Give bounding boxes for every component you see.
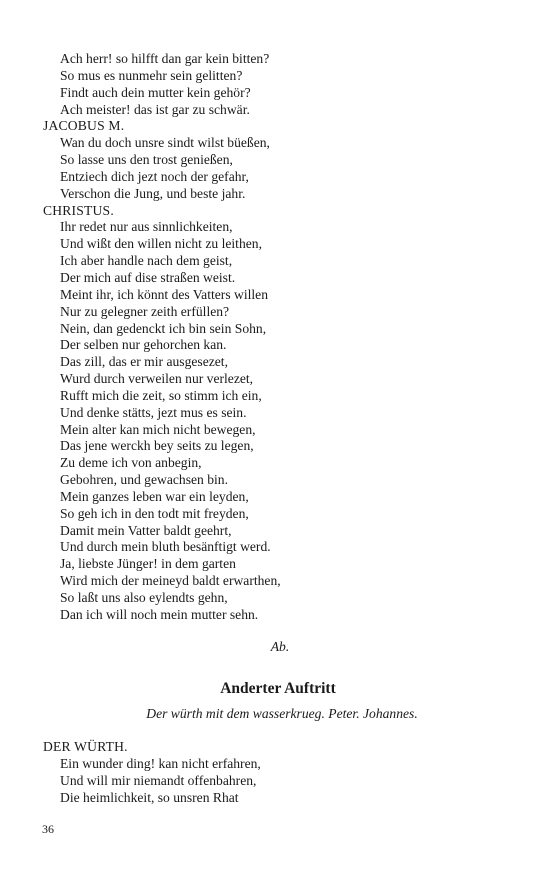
block1-verse-line: Meint ihr, ich könnt des Vatters willen: [60, 286, 268, 302]
block2-verse-line: Und will mir niemandt offenbahren,: [60, 772, 257, 788]
block1-verse-line: Nur zu gelegner zeith erfüllen?: [60, 303, 230, 319]
block1-verse-line: Findt auch dein mutter kein gehör?: [60, 84, 251, 100]
block1-speaker-name: JACOBUS M.: [43, 118, 125, 134]
block1-verse-line: Nein, dan gedenckt ich bin sein Sohn,: [60, 320, 267, 336]
block1-verse-line: Ihr redet nur aus sinnlichkeiten,: [60, 219, 233, 235]
block1-verse-line: Verschon die Jung, und beste jahr.: [60, 185, 246, 201]
block1-verse-line: Der mich auf dise straßen weist.: [60, 269, 236, 285]
verse-block-2: [0, 739, 550, 806]
block1-verse-line: Entziech dich jezt noch der gefahr,: [60, 168, 249, 184]
verse-block-1: [0, 51, 550, 624]
block1-verse-line: Wan du doch unsre sindt wilst büeßen,: [60, 135, 270, 151]
block1-verse-line: Zu deme ich von anbegin,: [60, 455, 202, 471]
block2-verse-line: Ein wunder ding! kan nicht erfahren,: [60, 755, 261, 771]
block1-speaker-name: CHRISTUS.: [43, 202, 114, 218]
block1-verse-line: So mus es nunmehr sein gelitten?: [60, 67, 243, 83]
block1-verse-line: Und durch mein bluth besänftigt werd.: [60, 539, 271, 555]
block1-verse-line: Und wißt den willen nicht zu leithen,: [60, 236, 262, 252]
block2-verse-line: Die heimlichkeit, so unsren Rhat: [60, 789, 239, 805]
block1-verse-line: Ich aber handle nach dem geist,: [60, 253, 233, 269]
scene-title: Anderter Auftritt: [220, 680, 336, 697]
block1-verse-line: Mein alter kan mich nicht bewegen,: [60, 421, 256, 437]
block1-verse-line: Rufft mich die zeit, so stimm ich ein,: [60, 387, 262, 403]
block1-verse-line: Und denke stätts, jezt mus es sein.: [60, 404, 247, 420]
block1-verse-line: Das zill, das er mir ausgesezet,: [60, 354, 228, 370]
block1-verse-line: So laßt uns also eylendts gehn,: [60, 590, 228, 605]
block1-verse-line: Das jene werckh bey seits zu legen,: [60, 438, 254, 454]
block1-verse-line: Damit mein Vatter baldt geehrt,: [60, 522, 232, 538]
block1-verse-line: Ach meister! das ist gar zu schwär.: [60, 101, 250, 117]
block1-verse-line: Dan ich will noch mein mutter sehn.: [60, 606, 259, 622]
stage-direction: Der würth mit dem wasserkrueg. Peter. Johannes.: [146, 706, 418, 721]
block1-verse-line: Wird mich der meineyd baldt erwarthen,: [60, 573, 281, 589]
block1-verse-line: Mein ganzes leben war ein leyden,: [60, 488, 249, 504]
block1-verse-line: Gebohren, und gewachsen bin.: [60, 472, 228, 488]
block1-verse-line: So lasse uns den trost genießen,: [60, 152, 233, 168]
stage-direction-exit: Ab.: [270, 639, 290, 654]
block1-verse-line: Wurd durch verweilen nur verlezet,: [60, 371, 254, 387]
block1-verse-line: Ja, liebste Jünger! in dem garten: [60, 556, 236, 572]
block2-speaker-name: DER WÜRTH.: [43, 739, 128, 754]
block1-verse-line: Ach herr! so hilfft dan gar kein bitten?: [60, 51, 270, 66]
page-number: 36: [42, 822, 54, 836]
block1-verse-line: Der selben nur gehorchen kan.: [60, 337, 227, 353]
block1-verse-line: So geh ich in den todt mit freyden,: [60, 505, 249, 521]
